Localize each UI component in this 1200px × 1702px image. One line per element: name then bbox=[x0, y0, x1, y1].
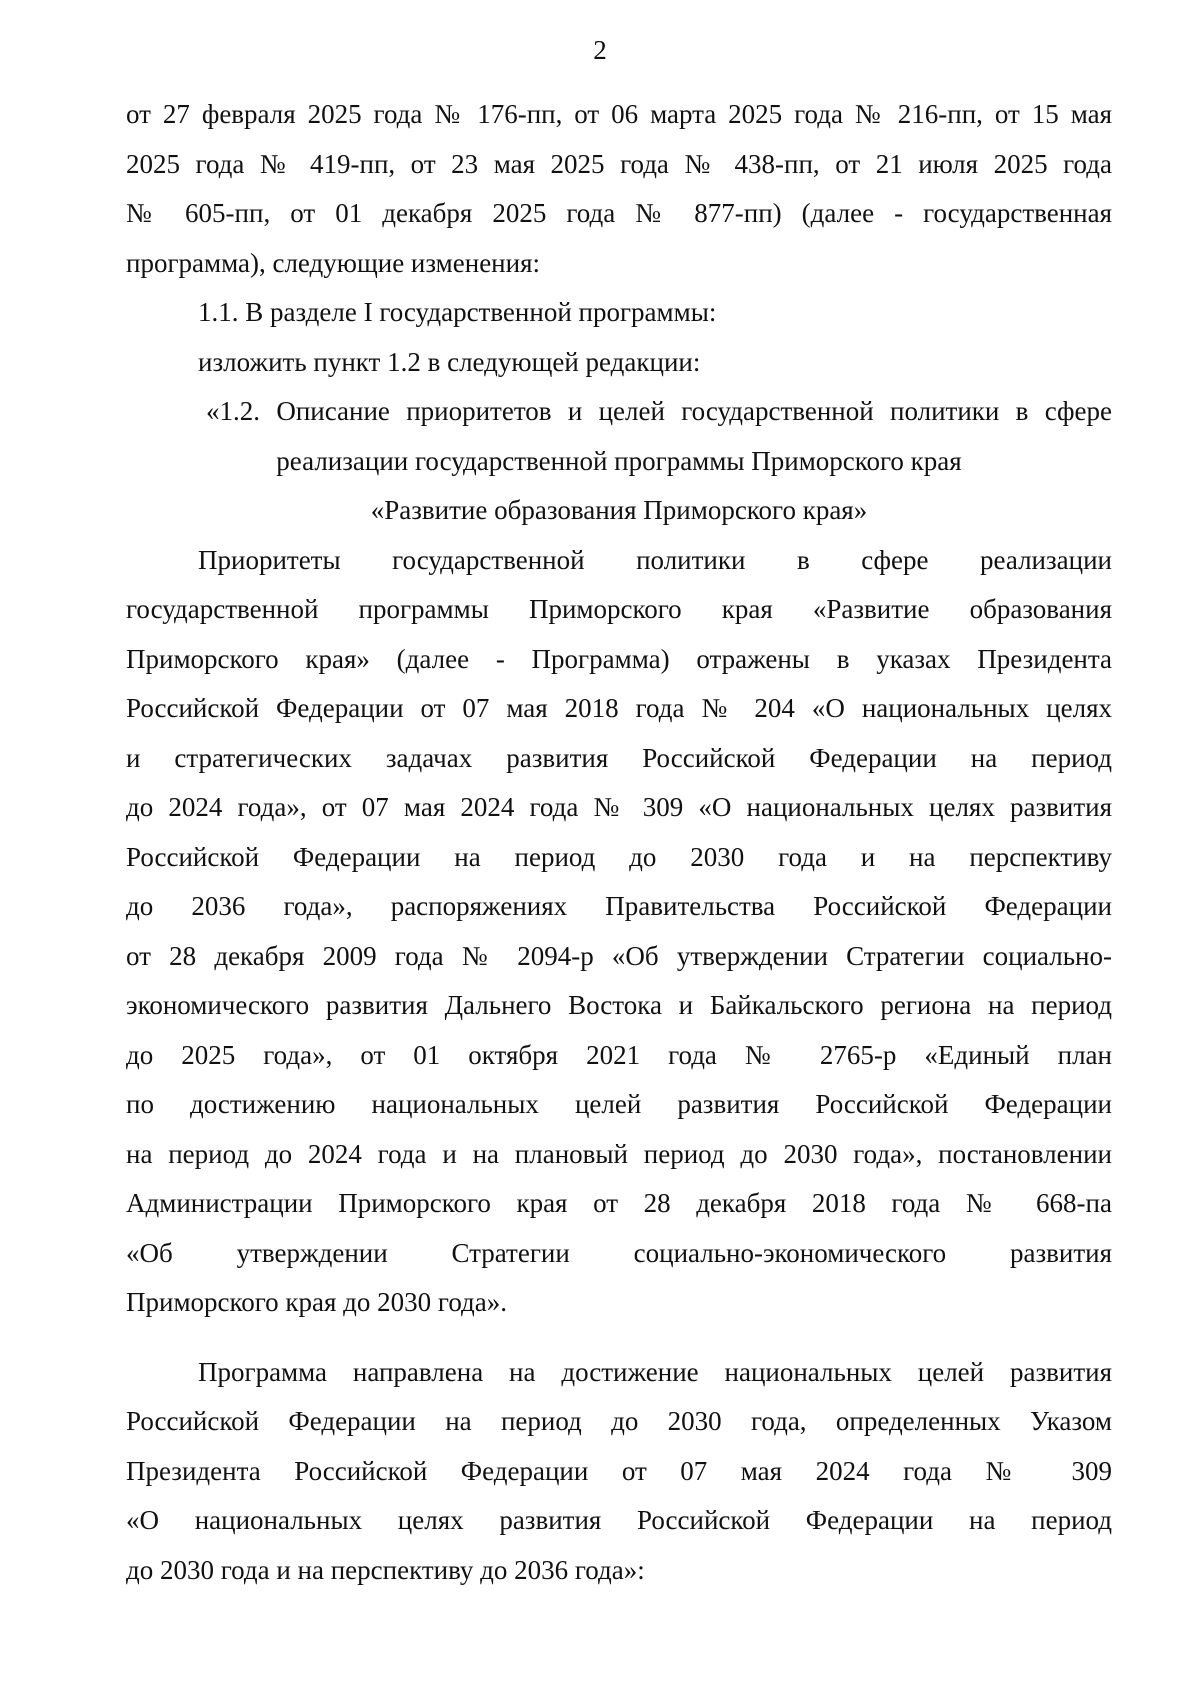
text-line: программа), следующие изменения: bbox=[126, 247, 540, 278]
text-line: Приморского края до 2030 года». bbox=[126, 1287, 508, 1317]
text-line: Программа направлена на достижение национальных целей развития bbox=[198, 1356, 1112, 1387]
paragraph-instruction bbox=[126, 338, 1112, 388]
text-line: Приморского края» (далее - Программа) отражены в указах Президента bbox=[126, 643, 1112, 674]
text-line: по достижению национальных целей развития Российской Федерации bbox=[126, 1089, 1112, 1119]
text-line: и стратегических задачах развития Российской Федерации на период bbox=[126, 742, 1112, 773]
text-line: от 27 февраля 2025 года № 176-пп, от 06 марта 2025 года № 216-пп, от 15 мая bbox=[126, 99, 1112, 129]
text-line: на период до 2024 года и на плановый период до 2030 года», постановлении bbox=[126, 1138, 1112, 1169]
paragraph-goals bbox=[126, 1348, 1112, 1596]
text-line: 2025 года № 419-пп, от 23 мая 2025 года № 438-пп, от 21 июля 2025 года bbox=[126, 148, 1112, 179]
text-line: «О национальных целях развития Российской Федерации на период bbox=[126, 1505, 1112, 1535]
heading-line: реализации государственной программы Приморского края bbox=[276, 445, 962, 476]
text-line: № 605-пп, от 01 декабря 2025 года № 877-пп) (далее - государственная bbox=[126, 198, 1112, 228]
heading-line: «Развитие образования Приморского края» bbox=[370, 495, 868, 525]
text-line: государственной программы Приморского края «Развитие образования bbox=[126, 594, 1112, 624]
text-line: Российской Федерации на период до 2030 года и на перспективу bbox=[126, 841, 1112, 872]
text-line: изложить пункт 1.2 в следующей редакции: bbox=[198, 346, 701, 377]
text-line: до 2036 года», распоряжениях Правительства Российской Федерации bbox=[126, 891, 1112, 921]
text-line: до 2025 года», от 01 октября 2021 года № 2765-р «Единый план bbox=[126, 1039, 1112, 1070]
paragraph-item-1-1 bbox=[126, 288, 1112, 338]
text-line: экономического развития Дальнего Востока и Байкальского региона на период bbox=[126, 990, 1112, 1020]
text-line: от 28 декабря 2009 года № 2094-р «Об утверждении Стратегии социально- bbox=[126, 940, 1112, 971]
section-heading bbox=[126, 387, 1112, 536]
text-line: Президента Российской Федерации от 07 мая 2024 года № 309 bbox=[126, 1455, 1112, 1486]
text-line: Российской Федерации на период до 2030 года, определенных Указом bbox=[126, 1406, 1112, 1436]
text-line: до 2024 года», от 07 мая 2024 года № 309 «О национальных целях развития bbox=[126, 792, 1112, 822]
paragraph-continuation bbox=[126, 90, 1112, 288]
text-line: Приоритеты государственной политики в сфере реализации bbox=[198, 544, 1112, 575]
heading-line: «1.2. Описание приоритетов и целей государственной политики в сфере bbox=[206, 396, 1112, 426]
text-line: «Об утверждении Стратегии социально-экономического развития bbox=[126, 1237, 1112, 1268]
text-line: до 2030 года и на перспективу до 2036 года»: bbox=[126, 1554, 645, 1585]
text-line: Администрации Приморского края от 28 декабря 2018 года № 668-па bbox=[126, 1188, 1112, 1218]
text-line: 1.1. В разделе I государственной программы: bbox=[198, 297, 717, 327]
text-line: Российской Федерации от 07 мая 2018 года № 204 «О национальных целях bbox=[126, 693, 1112, 723]
paragraph-priorities bbox=[126, 536, 1112, 1328]
document-body bbox=[126, 90, 1112, 1595]
page-number: 2 bbox=[593, 35, 607, 65]
